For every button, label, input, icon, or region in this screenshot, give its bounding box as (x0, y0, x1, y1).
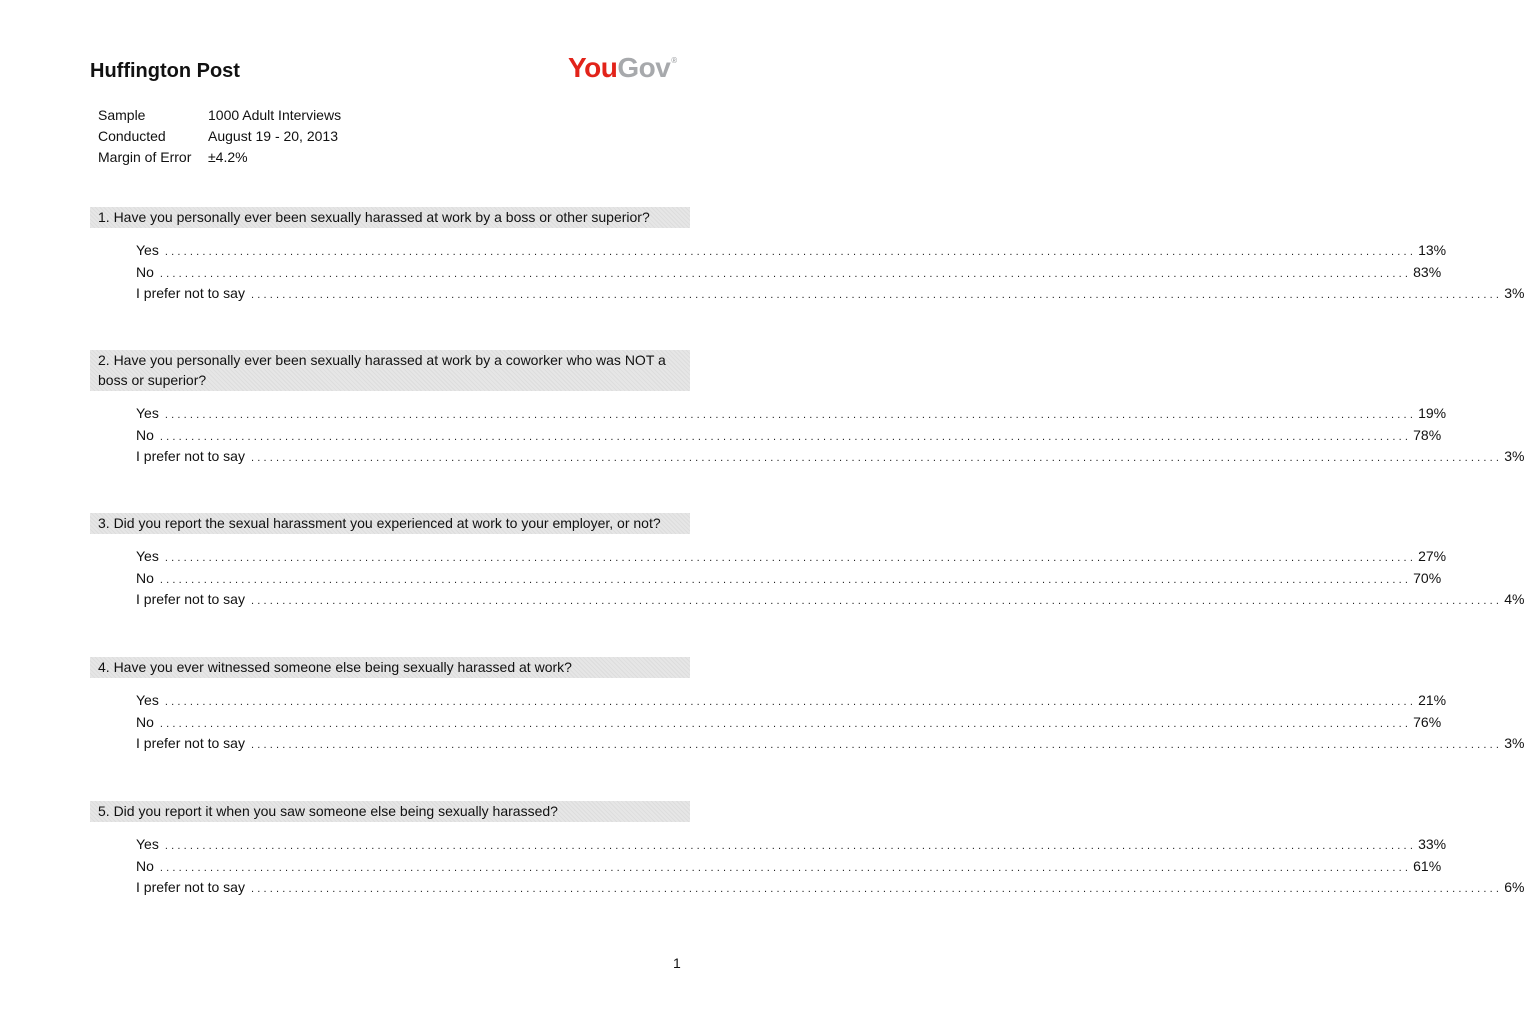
meta-label: Sample (98, 107, 146, 123)
question-block-5 (90, 801, 1524, 901)
answer-value: 83% (1413, 263, 1442, 280)
answer-label: No (136, 569, 154, 586)
answer-value: 19% (1418, 405, 1447, 421)
meta-value: August 19 - 20, 2013 (208, 128, 338, 144)
answer-label: Yes (136, 405, 159, 421)
answer-value: 4% (1504, 591, 1524, 607)
answer-row (136, 836, 1447, 858)
meta-label: Margin of Error (98, 149, 192, 165)
dot-leader: ........................................................................................................................................................................................................ (159, 717, 1412, 730)
question-block-2 (90, 350, 1524, 470)
answer-row (136, 735, 1524, 757)
answer-value: 3% (1504, 285, 1524, 301)
answer-row (136, 405, 1447, 427)
dot-leader: ........................................................................................................................................................................................................ (164, 246, 1417, 258)
answer-label: I prefer not to say (136, 591, 245, 607)
answer-value: 33% (1418, 836, 1447, 852)
answer-label: No (136, 713, 154, 730)
dot-leader: ........................................................................................................................................................................................................ (159, 267, 1412, 280)
registered-mark: ® (671, 56, 677, 65)
dot-leader: ........................................................................................................................................................................................................ (250, 452, 1503, 464)
answer-value: 21% (1418, 692, 1447, 708)
answer-row (136, 879, 1524, 901)
yougov-logo (568, 52, 677, 84)
question-text: 4. Have you ever witnessed someone else being sexually harassed at work? (90, 657, 690, 678)
page-title: Huffington Post (90, 60, 240, 82)
answer-row (136, 263, 1442, 286)
answer-label: No (136, 857, 154, 874)
answer-list (136, 692, 1524, 757)
dot-leader: ........................................................................................................................................................................................................ (164, 696, 1417, 708)
meta-value: ±4.2% (208, 149, 248, 165)
answer-label: Yes (136, 692, 159, 708)
answer-list (136, 836, 1524, 901)
question-block-3 (90, 513, 1524, 613)
dot-leader: ........................................................................................................................................................................................................ (250, 289, 1503, 301)
answer-label: Yes (136, 242, 159, 258)
dot-leader: ........................................................................................................................................................................................................ (250, 739, 1503, 751)
answer-row (136, 426, 1442, 449)
answer-row (136, 242, 1447, 264)
answer-label: No (136, 263, 154, 280)
dot-leader: ........................................................................................................................................................................................................ (250, 595, 1503, 607)
answer-row (136, 285, 1524, 307)
dot-leader: ........................................................................................................................................................................................................ (164, 840, 1417, 852)
answer-row (136, 713, 1442, 736)
question-text: 3. Did you report the sexual harassment you experienced at work to your employer, or not? (90, 513, 690, 534)
answer-value: 70% (1413, 569, 1442, 586)
answer-label: Yes (136, 548, 159, 564)
answer-list (136, 405, 1524, 470)
answer-label: I prefer not to say (136, 735, 245, 751)
answer-label: Yes (136, 836, 159, 852)
answer-value: 61% (1413, 857, 1442, 874)
logo-you-text: You (568, 52, 618, 83)
meta-label: Conducted (98, 128, 166, 144)
answer-value: 3% (1504, 735, 1524, 751)
answer-row (136, 548, 1447, 570)
answer-list (136, 548, 1524, 613)
dot-leader: ........................................................................................................................................................................................................ (159, 430, 1412, 443)
question-text: 2. Have you personally ever been sexually harassed at work by a coworker who was NOT a boss or superior? (90, 350, 690, 391)
answer-value: 76% (1413, 713, 1442, 730)
answer-label: I prefer not to say (136, 879, 245, 895)
answer-row (136, 692, 1447, 714)
answer-label: No (136, 426, 154, 443)
answer-row (136, 857, 1442, 880)
question-text: 1. Have you personally ever been sexually harassed at work by a boss or other superior? (90, 207, 690, 228)
answer-value: 6% (1504, 879, 1524, 895)
answer-value: 13% (1418, 242, 1447, 258)
answer-row (136, 591, 1524, 613)
answer-value: 27% (1418, 548, 1447, 564)
dot-leader: ........................................................................................................................................................................................................ (159, 861, 1412, 874)
question-block-1 (90, 207, 1524, 307)
meta-row-conducted (98, 126, 341, 147)
question-text: 5. Did you report it when you saw someone else being sexually harassed? (90, 801, 690, 822)
dot-leader: ........................................................................................................................................................................................................ (164, 409, 1417, 421)
dot-leader: ........................................................................................................................................................................................................ (159, 573, 1412, 586)
meta-value: 1000 Adult Interviews (208, 107, 342, 123)
answer-list (136, 242, 1524, 307)
answer-row (136, 569, 1442, 592)
logo-gov-text: Gov (617, 52, 671, 83)
meta-row-sample (98, 105, 341, 126)
answer-label: I prefer not to say (136, 448, 245, 464)
answer-value: 78% (1413, 426, 1442, 443)
question-block-4 (90, 657, 1524, 757)
answer-value: 3% (1504, 448, 1524, 464)
dot-leader: ........................................................................................................................................................................................................ (250, 883, 1503, 895)
survey-meta (98, 105, 341, 168)
answer-row (136, 448, 1524, 470)
page-number: 1 (673, 955, 681, 971)
answer-label: I prefer not to say (136, 285, 245, 301)
meta-row-margin (98, 147, 341, 168)
dot-leader: ........................................................................................................................................................................................................ (164, 552, 1417, 564)
